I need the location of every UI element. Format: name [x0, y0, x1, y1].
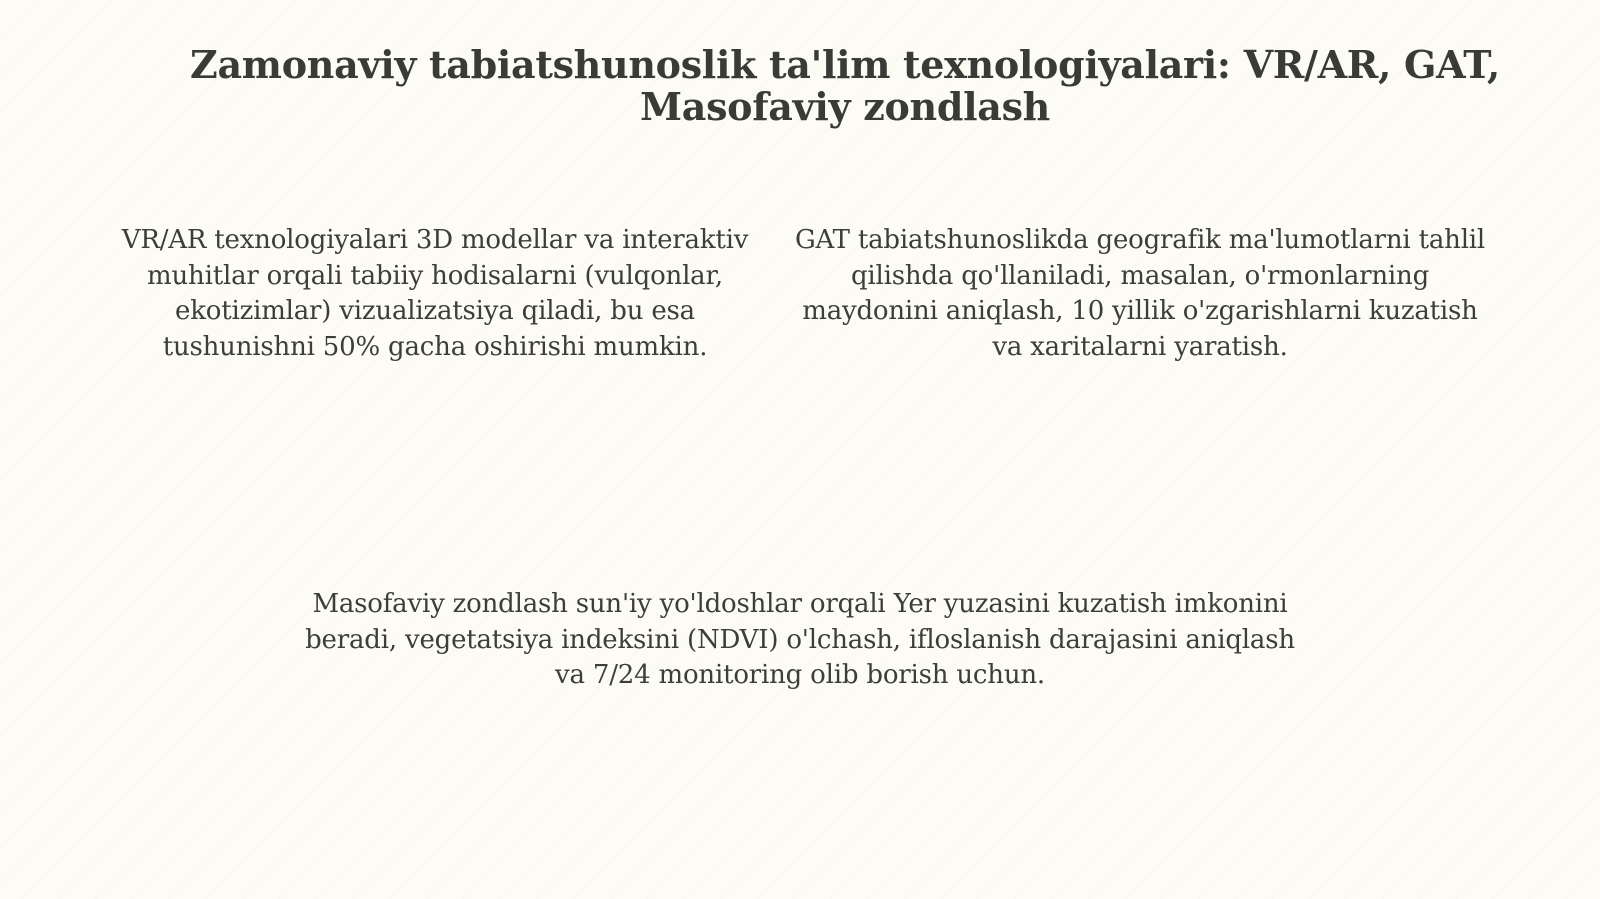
vr-ar-paragraph: VR/AR texnologiyalari 3D modellar va interaktiv muhitlar orqali tabiiy hodisalarni (vulqonlar, ekotizimlar) vizualizatsiya qiladi, bu esa tushunishni 50% gacha oshirishi mumkin.: [121, 225, 749, 362]
gat-paragraph: GAT tabiatshunoslikda geografik ma'lumotlarni tahlil qilishda qo'llaniladi, masalan, o'rmonlarning maydonini aniqlash, 10 yillik o'zgarishlarni kuzatish va xaritalarni yaratish.: [794, 225, 1486, 362]
slide-title: Zamonaviy tabiatshunoslik ta'lim texnologiyalari: VR/AR, GAT, Masofaviy zondlash: [190, 42, 1500, 129]
remote-sensing-paragraph: Masofaviy zondlash sun'iy yo'ldoshlar orqali Yer yuzasini kuzatish imkonini beradi, vegetatsiya indeksini (NDVI) o'lchash, ifloslanish darajasini aniqlash va 7/24 monitoring olib borish uchun.: [305, 589, 1295, 690]
